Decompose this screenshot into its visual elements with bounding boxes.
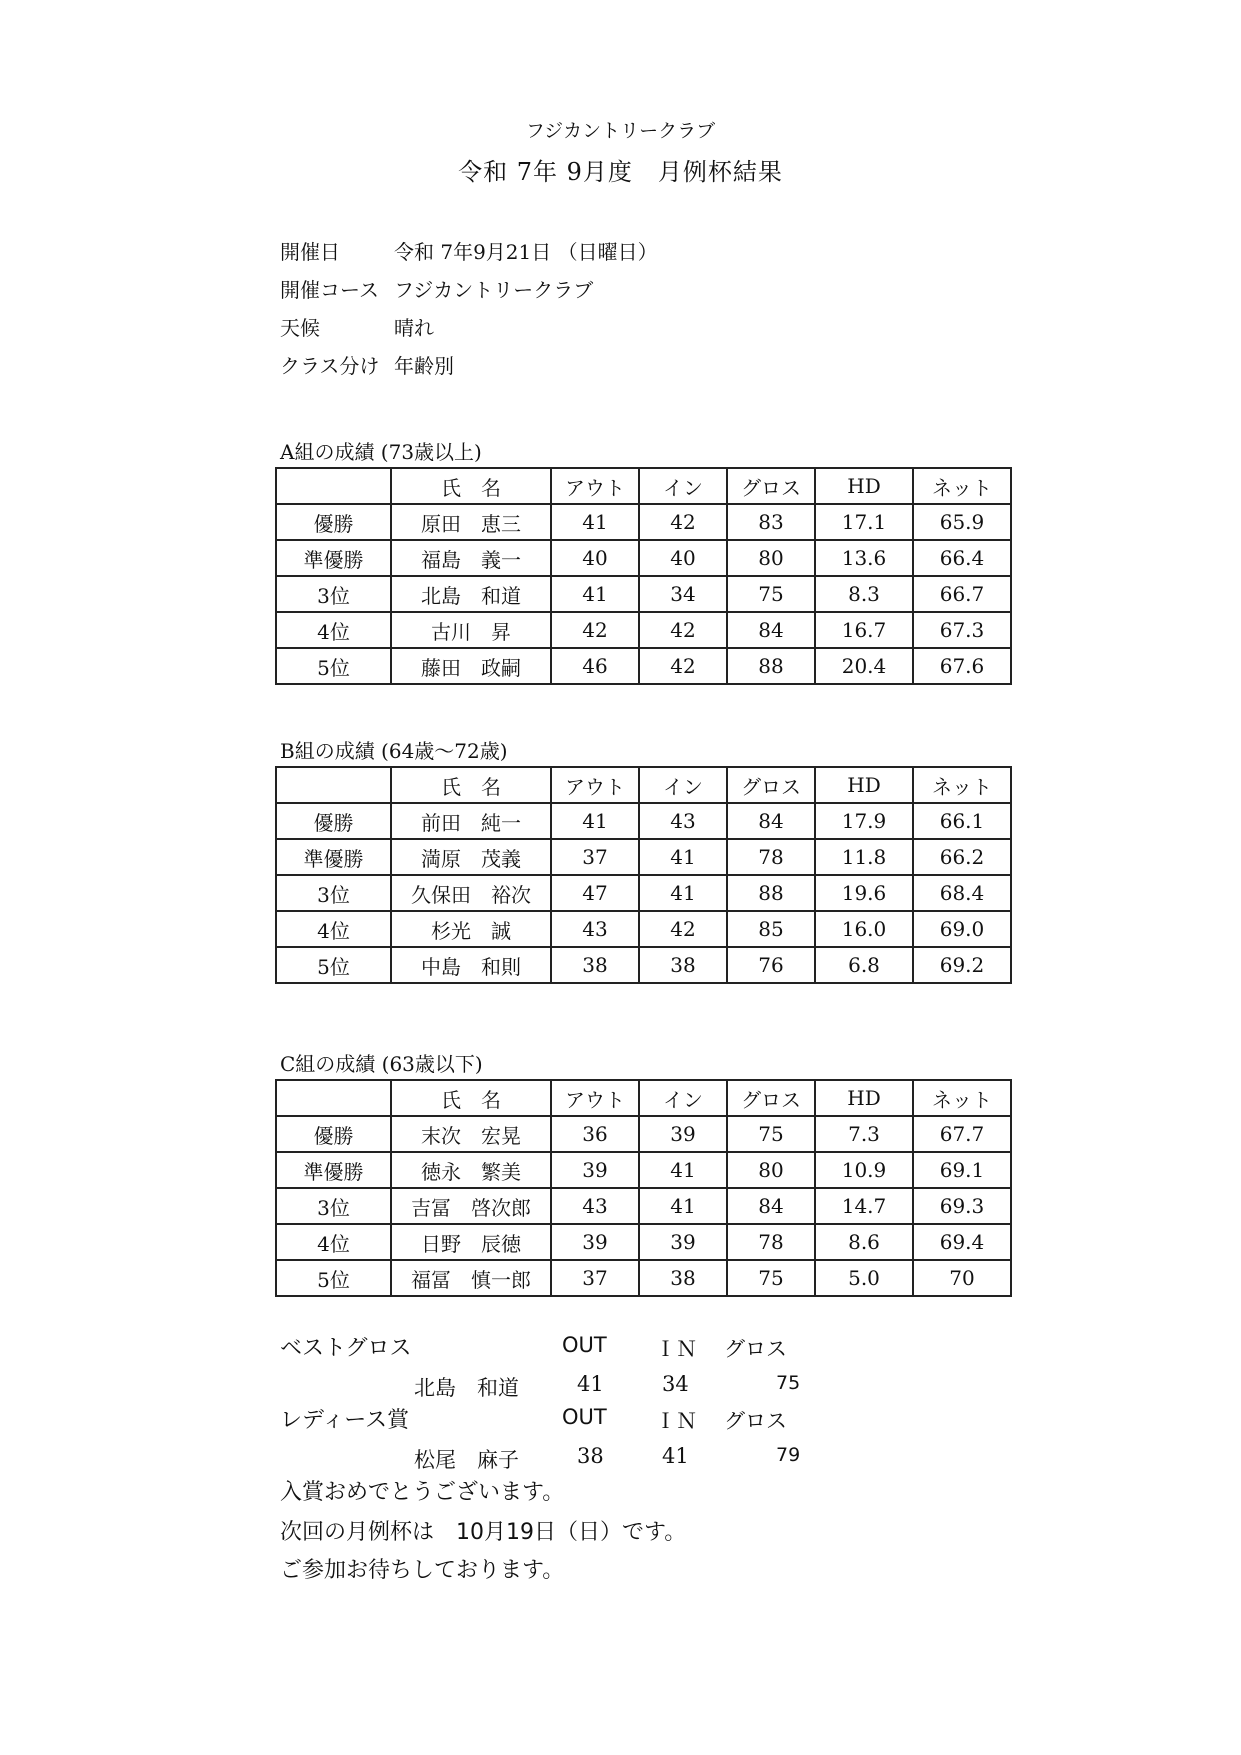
header-cell-name: 氏 名 — [391, 767, 551, 803]
info-value: 年齢別 — [394, 354, 454, 378]
page-title: 令和 7年 9月度 月例杯結果 — [458, 158, 783, 186]
cell-gross: 84 — [727, 1188, 815, 1224]
cell-hd: 13.6 — [815, 540, 913, 576]
header-cell-in: イン — [639, 468, 727, 504]
cell-hd: 14.7 — [815, 1188, 913, 1224]
cell-rank: 3位 — [276, 1188, 391, 1224]
table-row — [276, 612, 1011, 648]
cell-out: 42 — [551, 612, 639, 648]
cell-rank: 優勝 — [276, 803, 391, 839]
cell-name: 日野 辰徳 — [391, 1224, 551, 1260]
group-c-table — [275, 1079, 1012, 1297]
info-key: 天候 — [280, 316, 320, 340]
ladies-award-in-header: ＩＮ — [655, 1409, 697, 1433]
cell-out: 41 — [551, 504, 639, 540]
cell-in: 42 — [639, 648, 727, 684]
cell-net: 66.4 — [913, 540, 1011, 576]
invitation-text: ご参加お待ちしております。 — [280, 1558, 565, 1583]
table-row — [276, 648, 1011, 684]
header-cell-in: イン — [639, 767, 727, 803]
cell-name: 前田 純一 — [391, 803, 551, 839]
cell-hd: 17.1 — [815, 504, 913, 540]
cell-in: 41 — [639, 839, 727, 875]
cell-gross: 78 — [727, 839, 815, 875]
cell-out: 39 — [551, 1224, 639, 1260]
table-row — [276, 540, 1011, 576]
cell-net: 69.2 — [913, 947, 1011, 983]
cell-out: 38 — [551, 947, 639, 983]
info-key: 開催日 — [280, 240, 340, 264]
cell-name: 満原 茂義 — [391, 839, 551, 875]
cell-net: 67.3 — [913, 612, 1011, 648]
cell-in: 39 — [639, 1116, 727, 1152]
cell-hd: 16.0 — [815, 911, 913, 947]
cell-hd: 7.3 — [815, 1116, 913, 1152]
header-cell-gross: グロス — [727, 1080, 815, 1116]
group-b-heading: B組の成績 (64歳～72歳) — [280, 739, 508, 763]
club-name: フジカントリークラブ — [525, 120, 716, 142]
cell-net: 69.4 — [913, 1224, 1011, 1260]
cell-rank: 5位 — [276, 1260, 391, 1296]
ladies-award-gross-header: グロス — [724, 1409, 787, 1433]
best-gross-in: 34 — [662, 1372, 689, 1396]
ladies-award-title: レディース賞 — [280, 1408, 410, 1433]
cell-gross: 84 — [727, 803, 815, 839]
table-row — [276, 1260, 1011, 1296]
header-cell-gross: グロス — [727, 468, 815, 504]
best-gross-in-header: ＩＮ — [655, 1337, 697, 1361]
cell-gross: 78 — [727, 1224, 815, 1260]
cell-rank: 5位 — [276, 947, 391, 983]
header-cell-net: ネット — [913, 468, 1011, 504]
cell-gross: 88 — [727, 875, 815, 911]
cell-in: 38 — [639, 1260, 727, 1296]
cell-net: 70 — [913, 1260, 1011, 1296]
cell-net: 67.7 — [913, 1116, 1011, 1152]
table-header-row — [276, 767, 1011, 803]
cell-hd: 6.8 — [815, 947, 913, 983]
cell-in: 41 — [639, 1188, 727, 1224]
header-cell-name: 氏 名 — [391, 1080, 551, 1116]
cell-in: 42 — [639, 612, 727, 648]
cell-name: 中島 和則 — [391, 947, 551, 983]
table-row — [276, 911, 1011, 947]
header-cell-gross: グロス — [727, 767, 815, 803]
cell-in: 43 — [639, 803, 727, 839]
group-a-table — [275, 467, 1012, 685]
header-cell-out: アウト — [551, 767, 639, 803]
cell-net: 69.1 — [913, 1152, 1011, 1188]
cell-out: 37 — [551, 839, 639, 875]
header-cell-hd: HD — [815, 767, 913, 803]
info-value: 晴れ — [394, 316, 434, 340]
cell-gross: 83 — [727, 504, 815, 540]
cell-rank: 4位 — [276, 911, 391, 947]
cell-name: 藤田 政嗣 — [391, 648, 551, 684]
cell-in: 39 — [639, 1224, 727, 1260]
cell-hd: 8.6 — [815, 1224, 913, 1260]
table-row — [276, 1116, 1011, 1152]
group-c-heading: C組の成績 (63歳以下) — [280, 1052, 483, 1076]
cell-in: 42 — [639, 911, 727, 947]
cell-name: 徳永 繁美 — [391, 1152, 551, 1188]
cell-out: 43 — [551, 911, 639, 947]
cell-hd: 8.3 — [815, 576, 913, 612]
cell-out: 36 — [551, 1116, 639, 1152]
cell-name: 福島 義一 — [391, 540, 551, 576]
info-row-date — [280, 233, 658, 271]
cell-gross: 76 — [727, 947, 815, 983]
cell-net: 69.3 — [913, 1188, 1011, 1224]
cell-rank: 4位 — [276, 612, 391, 648]
header-cell-rank — [276, 767, 391, 803]
best-gross-out-header: OUT — [562, 1333, 607, 1357]
cell-gross: 84 — [727, 612, 815, 648]
cell-gross: 88 — [727, 648, 815, 684]
cell-out: 39 — [551, 1152, 639, 1188]
cell-name: 原田 恵三 — [391, 504, 551, 540]
ladies-award-in: 41 — [662, 1444, 689, 1468]
cell-hd: 5.0 — [815, 1260, 913, 1296]
cell-gross: 75 — [727, 576, 815, 612]
cell-name: 古川 昇 — [391, 612, 551, 648]
info-row-class — [280, 347, 658, 385]
table-row — [276, 1224, 1011, 1260]
cell-out: 47 — [551, 875, 639, 911]
table-row — [276, 1188, 1011, 1224]
table-header-row — [276, 1080, 1011, 1116]
cell-rank: 5位 — [276, 648, 391, 684]
table-row — [276, 576, 1011, 612]
cell-out: 41 — [551, 803, 639, 839]
cell-name: 吉冨 啓次郎 — [391, 1188, 551, 1224]
cell-out: 41 — [551, 576, 639, 612]
cell-rank: 4位 — [276, 1224, 391, 1260]
header-cell-net: ネット — [913, 767, 1011, 803]
next-event-text: 次回の月例杯は 10月19日（日）です。 — [280, 1520, 687, 1545]
table-row — [276, 504, 1011, 540]
event-info — [280, 233, 658, 385]
group-b-table — [275, 766, 1012, 984]
cell-net: 66.7 — [913, 576, 1011, 612]
table-row — [276, 1152, 1011, 1188]
cell-hd: 10.9 — [815, 1152, 913, 1188]
header-cell-net: ネット — [913, 1080, 1011, 1116]
best-gross-name: 北島 和道 — [414, 1376, 519, 1400]
header-cell-hd: HD — [815, 468, 913, 504]
best-gross-title: ベストグロス — [280, 1336, 412, 1361]
cell-hd: 20.4 — [815, 648, 913, 684]
cell-in: 38 — [639, 947, 727, 983]
header-cell-hd: HD — [815, 1080, 913, 1116]
cell-in: 34 — [639, 576, 727, 612]
ladies-award-out-header: OUT — [562, 1405, 607, 1429]
cell-name: 北島 和道 — [391, 576, 551, 612]
info-key: 開催コース — [280, 278, 379, 302]
header-cell-rank — [276, 468, 391, 504]
cell-in: 40 — [639, 540, 727, 576]
table-row — [276, 875, 1011, 911]
cell-net: 68.4 — [913, 875, 1011, 911]
cell-hd: 19.6 — [815, 875, 913, 911]
cell-in: 42 — [639, 504, 727, 540]
cell-rank: 準優勝 — [276, 1152, 391, 1188]
info-key: クラス分け — [280, 354, 380, 378]
cell-name: 杉光 誠 — [391, 911, 551, 947]
cell-net: 69.0 — [913, 911, 1011, 947]
cell-hd: 16.7 — [815, 612, 913, 648]
cell-in: 41 — [639, 875, 727, 911]
cell-hd: 17.9 — [815, 803, 913, 839]
cell-net: 66.2 — [913, 839, 1011, 875]
cell-rank: 準優勝 — [276, 540, 391, 576]
ladies-award-name: 松尾 麻子 — [414, 1448, 519, 1472]
info-row-course — [280, 271, 658, 309]
congratulations-text: 入賞おめでとうございます。 — [280, 1480, 565, 1505]
header-cell-name: 氏 名 — [391, 468, 551, 504]
header-cell-out: アウト — [551, 1080, 639, 1116]
cell-rank: 優勝 — [276, 1116, 391, 1152]
info-value: フジカントリークラブ — [394, 278, 594, 302]
header-cell-rank — [276, 1080, 391, 1116]
cell-net: 66.1 — [913, 803, 1011, 839]
info-row-weather — [280, 309, 658, 347]
cell-gross: 80 — [727, 1152, 815, 1188]
table-row — [276, 947, 1011, 983]
cell-hd: 11.8 — [815, 839, 913, 875]
best-gross-out: 41 — [577, 1372, 604, 1396]
cell-gross: 75 — [727, 1116, 815, 1152]
cell-rank: 3位 — [276, 875, 391, 911]
cell-name: 末次 宏晃 — [391, 1116, 551, 1152]
cell-out: 43 — [551, 1188, 639, 1224]
cell-out: 37 — [551, 1260, 639, 1296]
cell-out: 40 — [551, 540, 639, 576]
info-value: 令和 7年9月21日 （日曜日） — [394, 240, 658, 264]
cell-gross: 85 — [727, 911, 815, 947]
ladies-award-out: 38 — [577, 1444, 604, 1468]
cell-net: 65.9 — [913, 504, 1011, 540]
best-gross-gross: 75 — [776, 1372, 801, 1394]
header-cell-in: イン — [639, 1080, 727, 1116]
header-cell-out: アウト — [551, 468, 639, 504]
group-a-heading: A組の成績 (73歳以上) — [280, 440, 482, 464]
cell-in: 41 — [639, 1152, 727, 1188]
table-header-row — [276, 468, 1011, 504]
cell-net: 67.6 — [913, 648, 1011, 684]
cell-name: 久保田 裕次 — [391, 875, 551, 911]
cell-gross: 75 — [727, 1260, 815, 1296]
cell-name: 福冨 慎一郎 — [391, 1260, 551, 1296]
cell-rank: 準優勝 — [276, 839, 391, 875]
cell-gross: 80 — [727, 540, 815, 576]
best-gross-gross-header: グロス — [724, 1337, 787, 1361]
table-row — [276, 839, 1011, 875]
table-row — [276, 803, 1011, 839]
cell-rank: 優勝 — [276, 504, 391, 540]
cell-out: 46 — [551, 648, 639, 684]
cell-rank: 3位 — [276, 576, 391, 612]
ladies-award-gross: 79 — [776, 1444, 801, 1466]
